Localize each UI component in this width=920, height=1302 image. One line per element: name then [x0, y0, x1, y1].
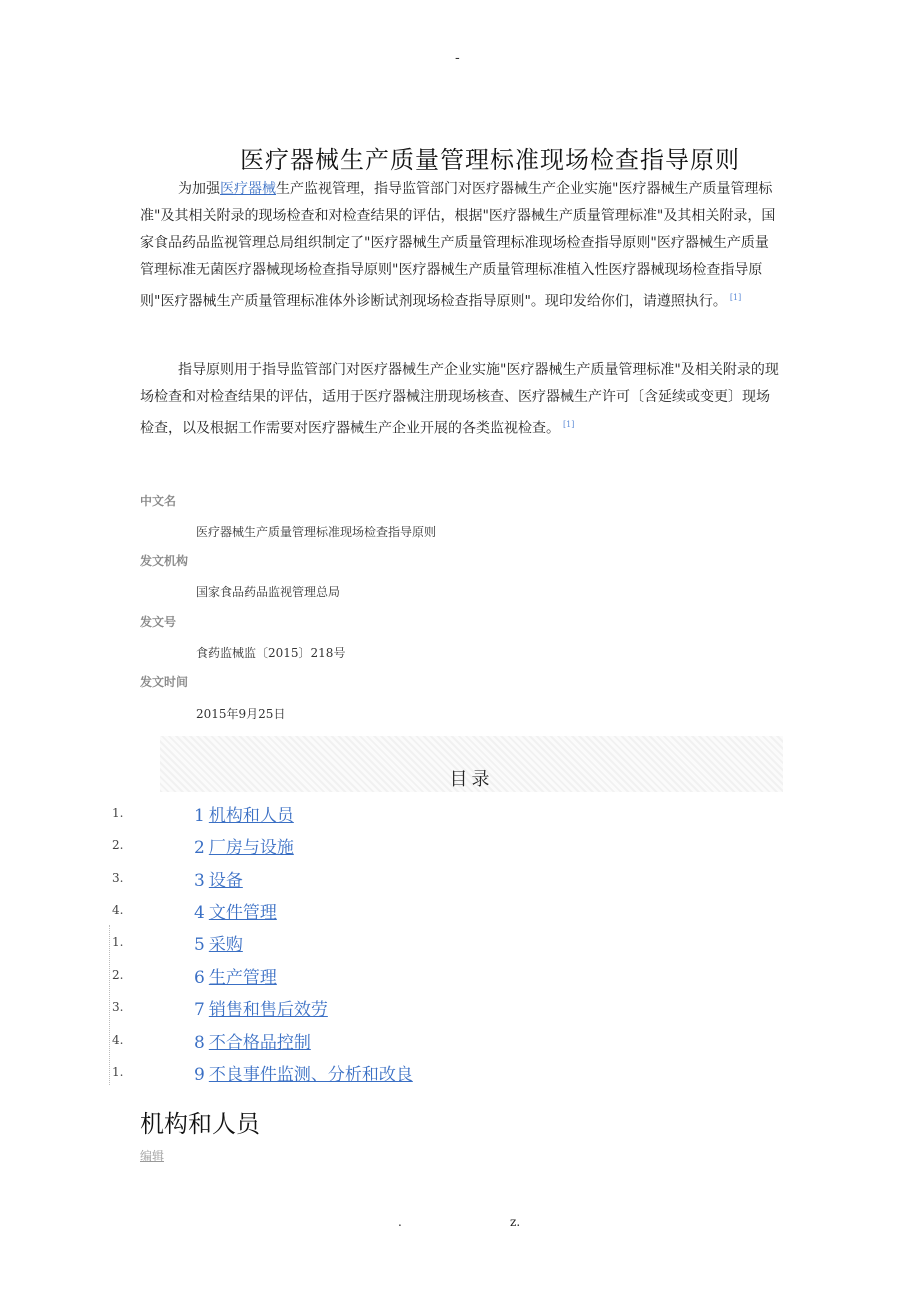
info-value-name: 医疗器械生产质量管理标准现场检查指导原则	[196, 525, 437, 539]
toc-item-production[interactable]: 6 生产管理	[194, 968, 277, 988]
toc-list-number: 3.	[112, 871, 124, 885]
toc-list-number: 2.	[112, 968, 124, 982]
scope-reference[interactable]: [1]	[563, 420, 575, 429]
toc-item-organization[interactable]: 1 机构和人员	[194, 806, 294, 826]
toc-list-number: 1.	[112, 806, 124, 820]
toc-list-number: 4.	[112, 1033, 124, 1047]
intro-paragraph	[140, 176, 780, 316]
toc-list-number: 1.	[112, 935, 124, 949]
info-label-name: 中文名	[140, 494, 177, 508]
toc-item-adverse-events[interactable]: 9 不良事件监测、分析和改良	[194, 1065, 413, 1085]
toc-item-purchasing[interactable]: 5 采购	[194, 935, 243, 955]
medical-device-link[interactable]: 医疗器械	[220, 181, 276, 197]
header-mark: -	[455, 50, 460, 66]
toc-title: 目录	[449, 769, 494, 790]
info-value-date: 2015年9月25日	[196, 707, 286, 721]
toc-list-number: 3.	[112, 1000, 124, 1014]
toc-item-documents[interactable]: 4 文件管理	[194, 903, 277, 923]
toc-list-number: 4.	[112, 903, 124, 917]
toc-list-number: 2.	[112, 838, 124, 852]
info-label-date: 发文时间	[140, 675, 189, 689]
toc-list-number: 1.	[112, 1065, 124, 1079]
info-label-doc-number: 发文号	[140, 615, 177, 629]
toc-item-nonconforming[interactable]: 8 不合格品控制	[194, 1033, 311, 1053]
info-label-issuer: 发文机构	[140, 554, 189, 568]
info-value-doc-number: 食药监械监〔2015〕218号	[196, 646, 346, 660]
intro-reference[interactable]: [1]	[729, 293, 742, 302]
info-value-issuer: 国家食品药品监视管理总局	[196, 585, 341, 599]
footer-left-mark: .	[398, 1215, 402, 1229]
scope-text: 指导原则用于指导监管部门对医疗器械生产企业实施"医疗器械生产质量管理标准"及相关附录的现场检查和对检查结果的评估，适用于医疗器械注册现场核查、医疗器械生产许可〔含延续或变更〕现场检查，以及根据工作需要对医疗器械生产企业开展的各类监视检查。	[140, 362, 779, 437]
toc-item-equipment[interactable]: 3 设备	[194, 871, 243, 891]
footer-right-mark: z.	[510, 1215, 521, 1229]
section-heading: 机构和人员	[140, 1110, 260, 1138]
toc-item-facilities[interactable]: 2 厂房与设施	[194, 838, 294, 858]
page-title: 医疗器械生产质量管理标准现场检查指导原则	[240, 146, 740, 174]
toc-item-sales[interactable]: 7 销售和售后效劳	[194, 1000, 328, 1020]
intro-text: 生产监视管理，指导监管部门对医疗器械生产企业实施"医疗器械生产质量管理标准"及其相关附录的现场检查和对检查结果的评估，根据"医疗器械生产质量管理标准"及其相关附录，国家食品药品监视管理总局组织制定了"医疗器械生产质量管理标准现场检查指导原则"医疗器械生产质量管理标准无菌医疗器械现场检查指导原则"医疗器械生产质量管理标准植入性医疗器械现场检查指导原则"医疗器械生产质量管理标准体外诊断试剂现场检查指导原则"。现印发给你们，请遵照执行。	[140, 181, 776, 310]
intro-prefix: 为加强	[178, 181, 220, 197]
edit-link[interactable]: 编辑	[140, 1149, 165, 1163]
toc-divider	[109, 925, 110, 1085]
scope-paragraph	[140, 357, 780, 443]
